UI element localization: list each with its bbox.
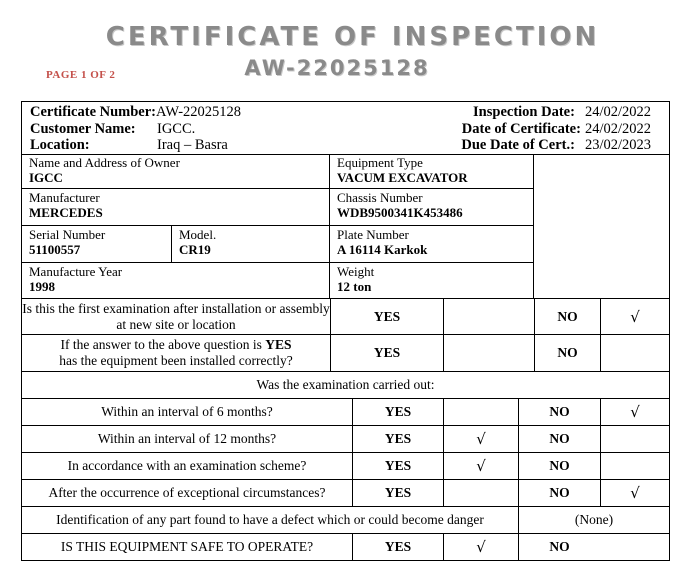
customer-name: IGCC. (157, 120, 196, 137)
equipment-type-cell (330, 154, 534, 189)
exceptional-question: After the occurrence of exceptional circumstances? (22, 480, 352, 507)
interval6-yes: YES (352, 399, 443, 426)
safe-yes: YES (352, 534, 443, 560)
interval6-no-check: √ (600, 399, 669, 426)
due-date-label: Due Date of Cert.: (461, 137, 575, 153)
year-label: Manufacture Year (29, 264, 123, 279)
cert-number: AW-22025128 (156, 104, 242, 120)
year-cell (22, 263, 330, 299)
installed-question-yes: YES (265, 337, 292, 352)
scheme-no-check (600, 453, 669, 480)
first-exam-question: Is this the first examination after installation or assembly at new site or location (22, 299, 330, 335)
year-value: 1998 (29, 279, 55, 294)
model-label: Model. (179, 227, 217, 242)
safe-no: NO (518, 534, 600, 560)
safe-no-check (600, 534, 669, 560)
location: Iraq – Basra (157, 137, 228, 153)
interval12-no-check (600, 426, 669, 453)
chassis-label: Chassis Number (337, 190, 423, 205)
equipment-type-label: Equipment Type (337, 155, 423, 170)
page-indicator: PAGE 1 OF 2 (46, 69, 116, 81)
installed-question-line2: has the equipment been installed correctly? (59, 353, 293, 368)
scheme-yes-check: √ (443, 453, 518, 480)
owner-label: Name and Address of Owner (29, 155, 180, 170)
cert-number-label: Certificate Number: (30, 104, 157, 120)
customer-label: Customer Name: (30, 120, 136, 137)
installed-question (22, 335, 330, 372)
first-exam-yes: YES (330, 299, 443, 335)
location-label: Location: (30, 137, 90, 153)
equipment-type-value: VACUM EXCAVATOR (337, 170, 468, 185)
scheme-question: In accordance with an examination scheme? (22, 453, 352, 480)
model-cell (172, 226, 330, 263)
manufacturer-label: Manufacturer (29, 190, 100, 205)
exceptional-yes-check (443, 480, 518, 507)
weight-label: Weight (337, 264, 375, 279)
interval12-yes: YES (352, 426, 443, 453)
weight-value: 12 ton (337, 279, 372, 294)
scheme-yes: YES (352, 453, 443, 480)
plate-value: A 16114 Karkok (337, 242, 428, 257)
chassis-value: WDB9500341K453486 (337, 205, 463, 220)
info-right (461, 104, 651, 154)
model-value: CR19 (179, 242, 211, 257)
manufacturer-cell (22, 189, 330, 226)
inspection-date: 24/02/2022 (584, 104, 651, 120)
installed-yes-check (443, 335, 534, 372)
interval12-question: Within an interval of 12 months? (22, 426, 352, 453)
installed-no: NO (534, 335, 600, 372)
exceptional-yes: YES (352, 480, 443, 507)
interval6-yes-check (443, 399, 518, 426)
owner-value: IGCC (29, 170, 63, 185)
safe-question: IS THIS EQUIPMENT SAFE TO OPERATE? (60, 539, 314, 554)
interval6-question: Within an interval of 6 months? (22, 399, 352, 426)
due-date: 23/02/2023 (584, 137, 651, 153)
cert-date: 24/02/2022 (584, 120, 651, 137)
interval6-no: NO (518, 399, 600, 426)
first-exam-no: NO (534, 299, 600, 335)
weight-cell (330, 263, 534, 299)
serial-value: 51100557 (29, 242, 81, 257)
first-exam-no-check: √ (600, 299, 669, 335)
serial-label: Serial Number (29, 227, 106, 242)
blank-cell (534, 263, 669, 299)
exceptional-no: NO (518, 480, 600, 507)
certificate-info (22, 102, 669, 155)
defect-question: Identification of any part found to have a defect which or could become danger (22, 507, 518, 534)
safe-yes-check: √ (443, 534, 518, 560)
chassis-cell (330, 189, 534, 226)
installed-no-check (600, 335, 669, 372)
installed-yes: YES (330, 335, 443, 372)
manufacturer-value: MERCEDES (29, 205, 103, 220)
info-left (30, 104, 241, 154)
examination-heading: Was the examination carried out: (22, 372, 669, 399)
interval12-no: NO (518, 426, 600, 453)
owner-cell (22, 154, 330, 189)
installed-question-pre: If the answer to the above question is (60, 337, 266, 352)
plate-label: Plate Number (337, 227, 409, 242)
scheme-no: NO (518, 453, 600, 480)
certificate-subtitle: AW-22025128 (244, 56, 430, 80)
serial-cell (22, 226, 172, 263)
exceptional-no-check: √ (600, 480, 669, 507)
inspection-date-label: Inspection Date: (473, 104, 575, 120)
defect-answer: (None) (518, 507, 669, 534)
cert-date-label: Date of Certificate: (461, 120, 581, 137)
plate-cell (330, 226, 534, 263)
certificate-table (21, 101, 670, 561)
first-exam-yes-check (443, 299, 534, 335)
certificate-title: CERTIFICATE OF INSPECTION (105, 22, 600, 52)
interval12-yes-check: √ (443, 426, 518, 453)
